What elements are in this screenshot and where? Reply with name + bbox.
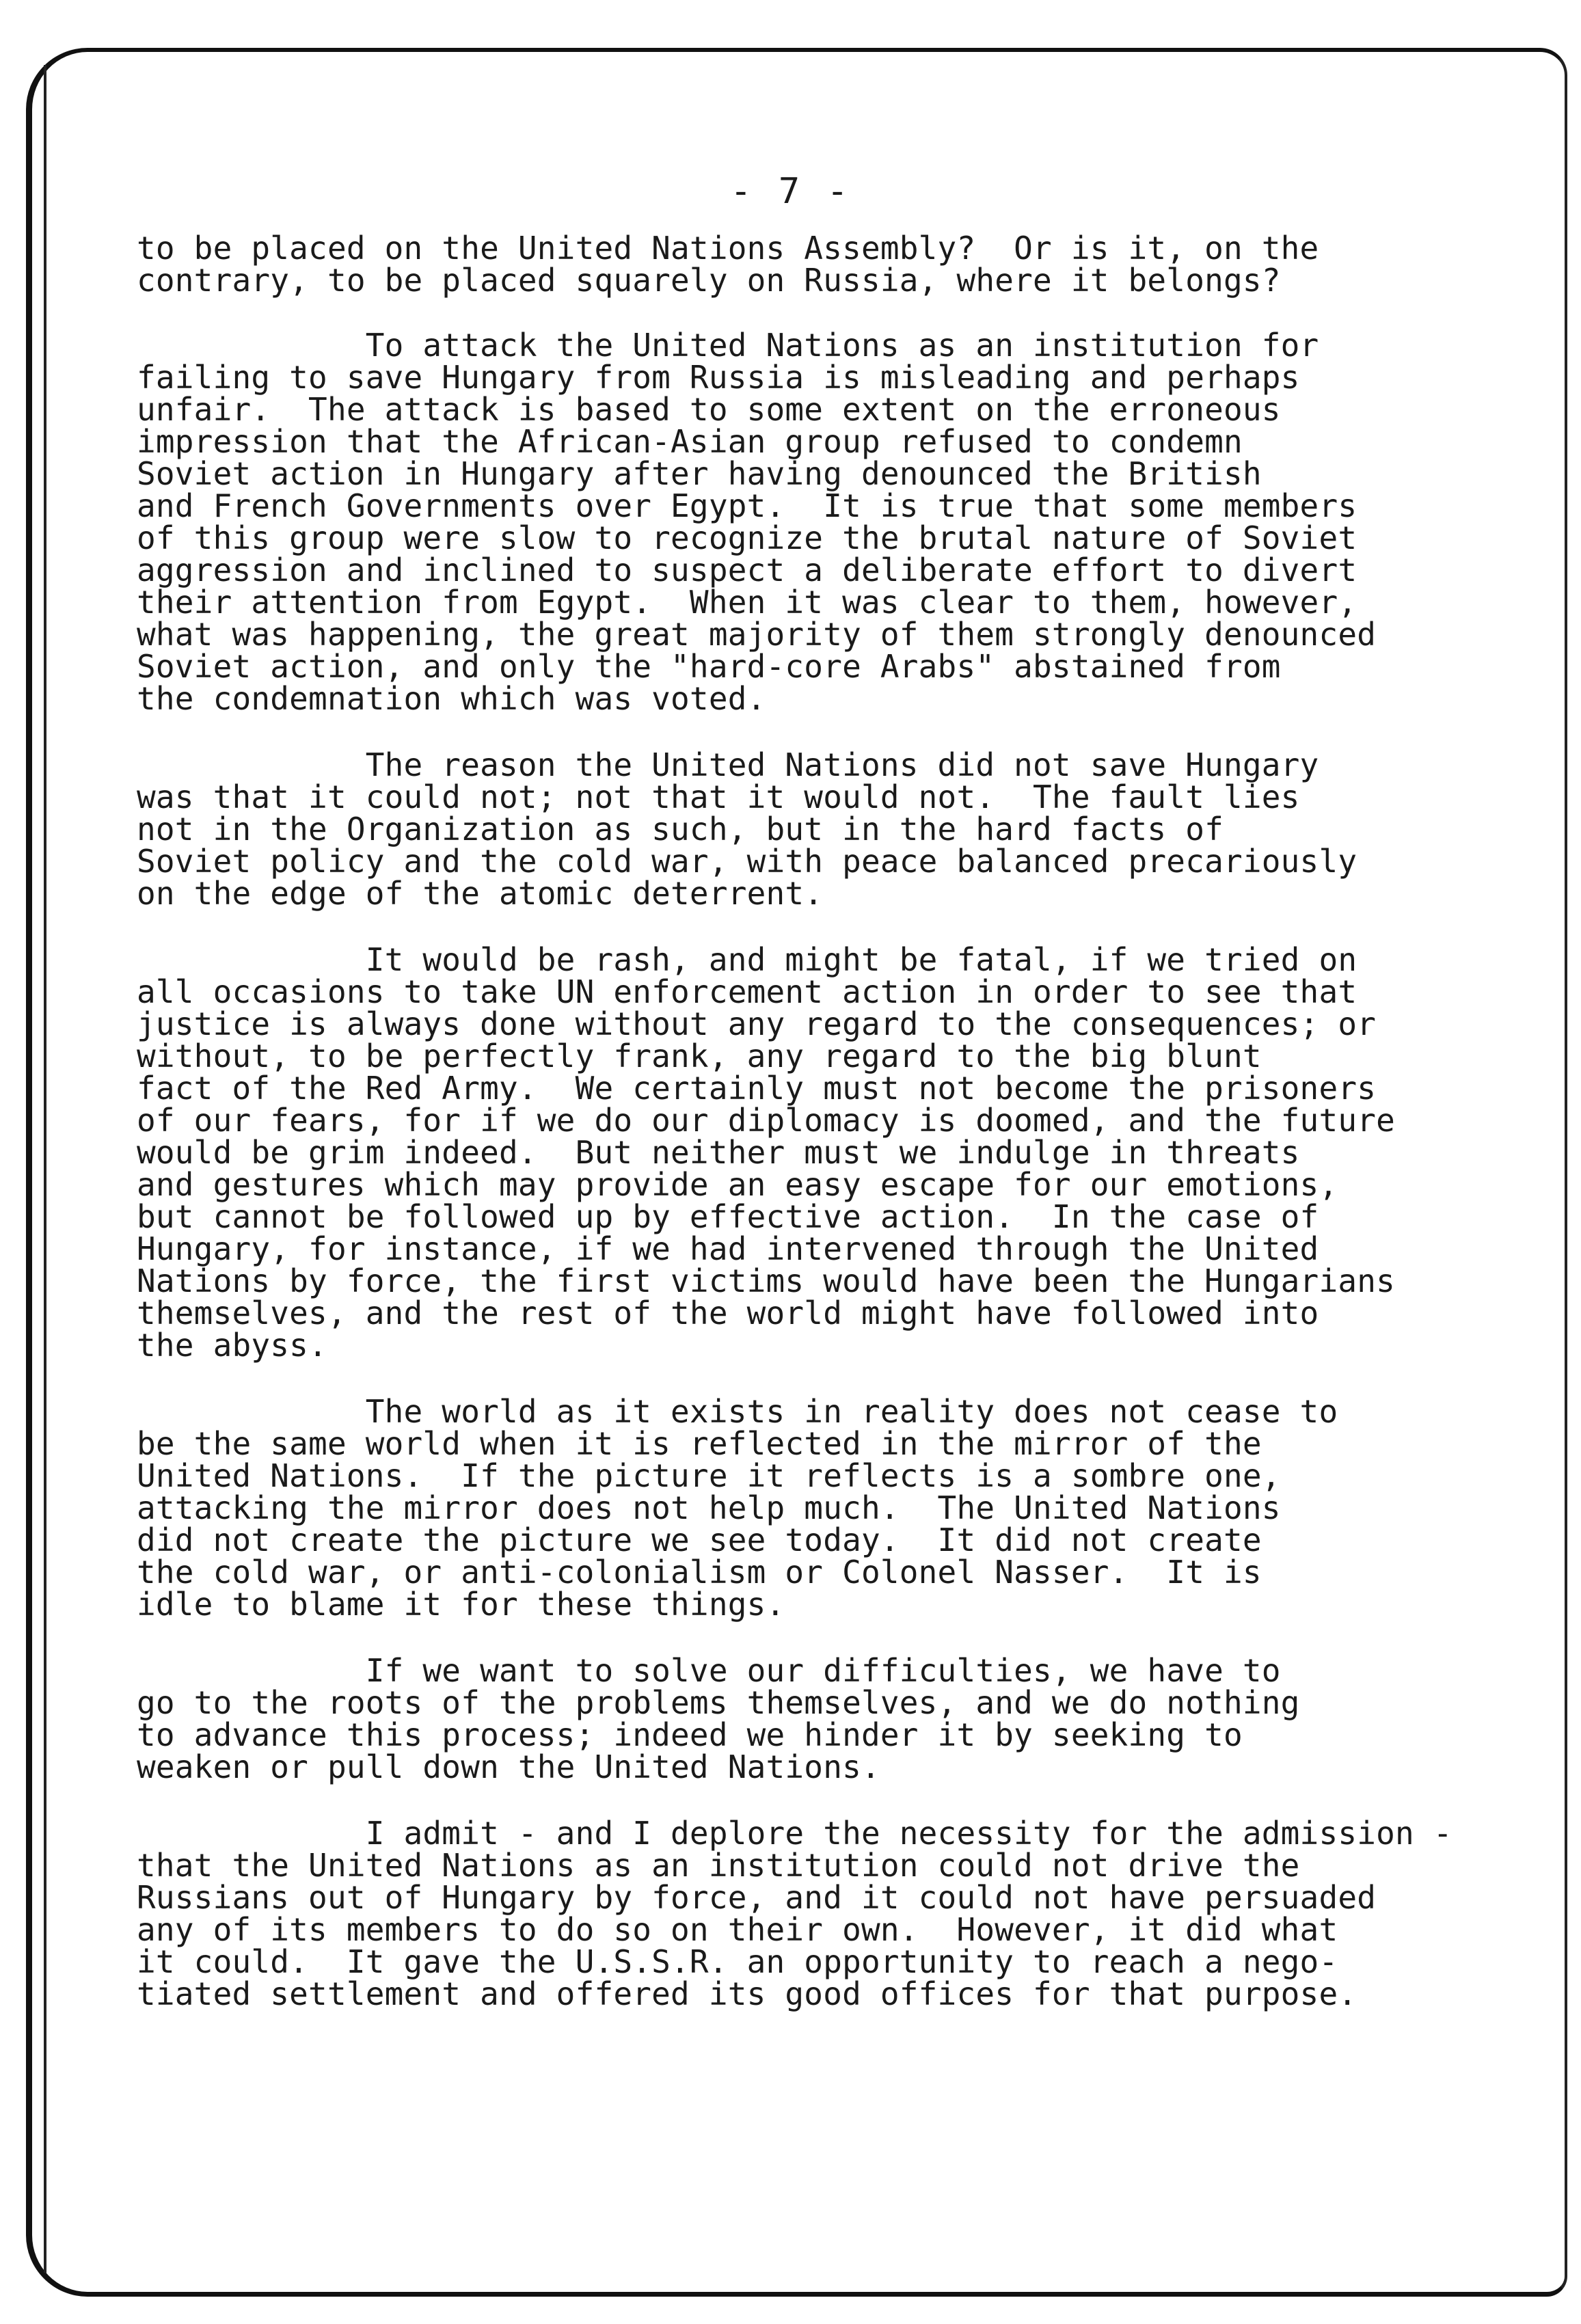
text-line: attacking the mirror does not help much. The United Nations [137, 1489, 1281, 1526]
text-line: on the edge of the atomic deterrent. [137, 875, 824, 912]
text-line: to advance this process; indeed we hinder it by seeking to [137, 1716, 1243, 1753]
paragraph [137, 1393, 1558, 1623]
paragraph [137, 1815, 1558, 2012]
text-line: The world as it exists in reality does not cease to [137, 1393, 1338, 1430]
text-line: did not create the picture we see today. It did not create [137, 1522, 1262, 1558]
text-line: what was happening, the great majority of them strongly denounced [137, 616, 1377, 653]
text-line: Russians out of Hungary by force, and it could not have persuaded [137, 1879, 1377, 1916]
text-line: idle to blame it for these things. [137, 1586, 785, 1623]
text-line: tiated settlement and offered its good offices for that purpose. [137, 1975, 1357, 2012]
text-line: Nations by force, the first victims would have been the Hungarians [137, 1262, 1396, 1299]
text-line: failing to save Hungary from Russia is misleading and perhaps [137, 359, 1300, 396]
text-line: but cannot be followed up by effective action. In the case of [137, 1198, 1319, 1235]
text-line: that the United Nations as an institution could not drive the [137, 1847, 1300, 1884]
text-line: If we want to solve our difficulties, we have to [137, 1652, 1281, 1689]
text-line: The reason the United Nations did not save Hungary [137, 746, 1319, 783]
document-body [137, 232, 1558, 2044]
text-line: any of its members to do so on their own. However, it did what [137, 1911, 1338, 1948]
page-number: - 7 - [730, 171, 851, 212]
text-line: go to the roots of the problems themselves, and we do nothing [137, 1684, 1300, 1721]
text-line: of this group were slow to recognize the brutal nature of Soviet [137, 519, 1357, 556]
text-line: without, to be perfectly frank, any regard to the big blunt [137, 1038, 1262, 1075]
text-line: was that it could not; not that it would not. The fault lies [137, 779, 1300, 815]
text-line: to be placed on the United Nations Assembly? Or is it, on the [137, 230, 1319, 267]
text-line: Soviet action in Hungary after having denounced the British [137, 455, 1262, 492]
text-line: all occasions to take UN enforcement action in order to see that [137, 973, 1357, 1010]
text-line: To attack the United Nations as an institution for [137, 327, 1319, 364]
text-line: the cold war, or anti-colonialism or Colonel Nasser. It is [137, 1554, 1262, 1591]
text-line: Soviet action, and only the "hard-core Arabs" abstained from [137, 648, 1281, 685]
text-line: the condemnation which was voted. [137, 680, 766, 717]
text-line: fact of the Red Army. We certainly must not become the prisoners [137, 1070, 1377, 1107]
text-line: it could. It gave the U.S.S.R. an opportunity to reach a nego- [137, 1943, 1338, 1980]
text-line: and gestures which may provide an easy escape for our emotions, [137, 1166, 1338, 1203]
text-line: the abyss. [137, 1327, 327, 1364]
text-line: their attention from Egypt. When it was clear to them, however, [137, 584, 1357, 621]
text-line: United Nations. If the picture it reflects is a sombre one, [137, 1457, 1281, 1494]
text-line: of our fears, for if we do our diplomacy is doomed, and the future [137, 1102, 1396, 1139]
paragraph [137, 746, 1558, 912]
paragraph [137, 232, 1558, 297]
text-line: Soviet policy and the cold war, with peace balanced precariously [137, 843, 1357, 880]
paragraph [137, 329, 1558, 715]
paragraph [137, 941, 1558, 1364]
text-line: themselves, and the rest of the world might have followed into [137, 1295, 1319, 1332]
text-line: weaken or pull down the United Nations. [137, 1748, 880, 1785]
text-line: impression that the African-Asian group refused to condemn [137, 423, 1243, 460]
text-line: aggression and inclined to suspect a deliberate effort to divert [137, 552, 1357, 589]
text-line: and French Governments over Egypt. It is true that some members [137, 487, 1357, 524]
text-line: Hungary, for instance, if we had intervened through the United [137, 1230, 1319, 1267]
text-line: It would be rash, and might be fatal, if we tried on [137, 941, 1357, 978]
text-line: contrary, to be placed squarely on Russia, where it belongs? [137, 262, 1281, 299]
text-line: be the same world when it is reflected in the mirror of the [137, 1425, 1262, 1462]
page-scan-inner-edge [44, 65, 46, 2273]
text-line: unfair. The attack is based to some extent on the erroneous [137, 391, 1281, 428]
text-line: justice is always done without any regard to the consequences; or [137, 1005, 1377, 1042]
text-line: would be grim indeed. But neither must we indulge in threats [137, 1134, 1300, 1171]
text-line: I admit - and I deplore the necessity for the admission - [137, 1815, 1452, 1852]
text-line: not in the Organization as such, but in the hard facts of [137, 811, 1224, 848]
paragraph [137, 1652, 1558, 1785]
